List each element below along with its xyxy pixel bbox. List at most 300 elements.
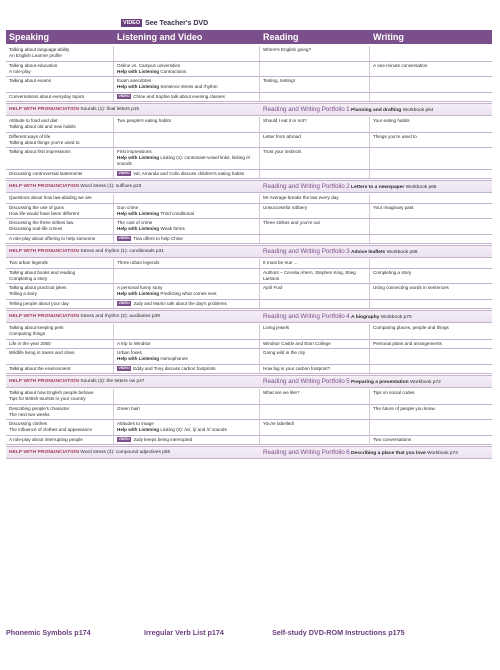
video-badge: VIDEO [123, 20, 141, 26]
cell-writing [370, 133, 492, 148]
cell-text: Describing people's character [9, 405, 70, 411]
cell-text: Personal plans and arrangements [373, 340, 442, 346]
pronunciation-portfolio-band [6, 375, 492, 388]
video-icon: VIDEO [118, 436, 130, 441]
cell-writing [370, 235, 492, 244]
workbook-page: Workbook p66 [405, 185, 437, 190]
portfolio-number: 6 [346, 449, 350, 456]
cell-text: Conversations about everyday topics [9, 93, 85, 99]
help-with-listening-line [117, 84, 256, 90]
cell-speaking [6, 219, 114, 234]
help-with-listening-label: Help with Listening [117, 210, 160, 216]
cell-text: Talking about old and new habits [9, 124, 76, 129]
cell-speaking [6, 77, 114, 92]
cell-text: Mr Average breaks the law every day [263, 195, 339, 200]
cell-listening [114, 389, 260, 404]
help-with-listening-line [117, 226, 256, 232]
cell-writing [370, 389, 492, 404]
help-with-listening-topic: Linking (1): consonant-vowel links; linking /r/ sounds [117, 155, 251, 166]
cell-speaking [6, 436, 114, 445]
footer-phonemic-symbols[interactable]: Phonemic Symbols p174 [6, 628, 91, 637]
portfolio-cell [260, 106, 492, 113]
cell-listening [114, 194, 260, 203]
cell-listening [114, 93, 260, 102]
pronunciation-cell [6, 450, 260, 455]
help-with-listening-topic: Linking (2): /w/, /j/ and /r/ sounds [159, 427, 227, 432]
table-row [6, 235, 492, 245]
help-with-listening-label: Help with Listening [117, 427, 160, 432]
cell-speaking [6, 148, 114, 169]
cell-text: Exam anecdotes [117, 78, 152, 83]
cell-text: Wildlife living in towns and cities [9, 350, 75, 355]
cell-text: Talking about exams [9, 78, 51, 83]
cell-writing [370, 219, 492, 234]
video-description: Val, Amanda and Colin discuss children's eating habits [133, 170, 245, 176]
cell-speaking [6, 269, 114, 284]
table-row [6, 194, 492, 204]
cell-reading [260, 194, 370, 203]
table-row [6, 349, 492, 365]
table-row [6, 420, 492, 436]
cell-reading [260, 349, 370, 364]
cell-writing [370, 436, 492, 445]
cell-text: It must be true ... [263, 260, 298, 265]
cell-text: Talking about things you're used to [9, 139, 80, 145]
pronunciation-portfolio-band [6, 446, 492, 459]
portfolio-cell [260, 248, 492, 255]
video-icon: VIDEO [118, 300, 130, 305]
cell-text: Your imaginary past [373, 204, 414, 210]
cell-listening [114, 46, 260, 61]
pronunciation-topic: Sounds (2): the letters ow [80, 379, 136, 384]
portfolio-label: Reading and Writing Portfolio [263, 313, 345, 320]
cell-speaking [6, 93, 114, 102]
cell-reading [260, 340, 370, 349]
table-row [6, 324, 492, 340]
portfolio-cell [260, 183, 492, 190]
pronunciation-topic: Word stress (1): suffixes [80, 184, 132, 189]
cell-text: Completing a story [373, 269, 412, 275]
cell-text: Should I eat it or not? [263, 118, 307, 123]
portfolio-title: Letters to a newspaper [351, 185, 405, 190]
help-with-listening-line [117, 427, 256, 433]
table-row [6, 259, 492, 269]
cell-writing [370, 349, 492, 364]
workbook-page: Workbook p70 [380, 315, 412, 320]
cell-speaking [6, 117, 114, 132]
video-note [121, 18, 208, 28]
column-header-bar [6, 30, 492, 44]
portfolio-number: 1 [346, 106, 350, 113]
cell-speaking [6, 420, 114, 435]
cell-text: Testing, testing! [263, 78, 295, 83]
cell-speaking [6, 259, 114, 268]
workbook-page: Workbook p72 [409, 380, 441, 385]
video-line [117, 301, 256, 307]
cell-reading [260, 259, 370, 268]
cell-text: Talking about the environment [9, 365, 71, 371]
help-with-listening-line [117, 291, 256, 297]
help-with-listening-line [117, 356, 256, 362]
cell-writing [370, 269, 492, 284]
cell-speaking [6, 204, 114, 219]
cell-text: Where's English going? [263, 47, 312, 52]
video-line [117, 171, 256, 177]
cell-writing [370, 300, 492, 309]
cell-speaking [6, 194, 114, 203]
cell-writing [370, 204, 492, 219]
pronunciation-cell [6, 184, 260, 189]
contents-table [6, 46, 492, 460]
footer-irregular-verbs[interactable]: Irregular Verb List p174 [144, 628, 224, 637]
cell-text: Three urban legends [117, 260, 160, 265]
table-row [6, 284, 492, 300]
cell-text: How life would have been different [9, 210, 80, 216]
portfolio-label: Reading and Writing Portfolio [263, 378, 345, 385]
cell-reading [260, 365, 370, 374]
cell-text: Three strikes and you're out [263, 220, 320, 225]
cell-writing [370, 148, 492, 169]
help-with-pronunciation-label: HELP WITH PRONUNCIATION [9, 249, 80, 254]
cell-reading [260, 148, 370, 169]
cell-listening [114, 365, 260, 374]
cell-text: A role-play about interrupting people [9, 436, 83, 442]
cell-text: Going wild in the city [263, 350, 306, 355]
help-with-listening-label: Help with Listening [117, 84, 160, 89]
cell-listening [114, 62, 260, 77]
video-note-text: See Teacher's DVD [145, 19, 209, 27]
table-row [6, 77, 492, 93]
cell-text: Unsuccessful robbery [263, 204, 308, 210]
cell-text: You're labelled! [263, 421, 295, 426]
cell-reading [260, 324, 370, 339]
portfolio-title: Preparing a presentation [351, 380, 409, 385]
cell-speaking [6, 300, 114, 309]
table-row [6, 219, 492, 235]
table-row [6, 405, 492, 421]
cell-listening [114, 340, 260, 349]
cell-reading [260, 170, 370, 179]
cell-writing [370, 324, 492, 339]
cell-reading [260, 300, 370, 309]
help-with-pronunciation-label: HELP WITH PRONUNCIATION [9, 450, 80, 455]
help-with-listening-label: Help with Listening [117, 155, 160, 160]
cell-reading [260, 117, 370, 132]
cell-speaking [6, 405, 114, 420]
table-row [6, 148, 492, 170]
cell-speaking [6, 324, 114, 339]
cell-text: Discussing clothes [9, 421, 48, 426]
cell-writing [370, 93, 492, 102]
cell-reading [260, 269, 370, 284]
cell-text: Discussing the three strikes law [9, 220, 74, 225]
cell-text: The future of people you know [373, 405, 435, 411]
cell-text: Talking about keeping pets [9, 325, 64, 330]
portfolio-label: Reading and Writing Portfolio [263, 183, 345, 190]
cell-text: Telling a story [9, 291, 38, 296]
cell-speaking [6, 389, 114, 404]
cell-writing [370, 420, 492, 435]
pronunciation-page: p23 [133, 184, 142, 189]
pronunciation-portfolio-band [6, 245, 492, 258]
table-row [6, 93, 492, 103]
cell-writing [370, 170, 492, 179]
cell-speaking [6, 365, 114, 374]
cell-text: Talking about language ability [9, 47, 70, 52]
help-with-listening-topic: Third conditional [159, 210, 195, 216]
help-with-listening-topic: Sentence stress and rhythm [159, 84, 218, 89]
cell-listening [114, 324, 260, 339]
cell-text: Life in the year 2050 [9, 340, 51, 346]
cell-text: Windsor Castle and Eton College [263, 340, 331, 346]
table-row [6, 436, 492, 446]
video-description: Judy keeps being interrupted [133, 436, 193, 442]
help-with-listening-topic: Weak forms [159, 226, 185, 231]
help-with-listening-topic: Homophones [159, 356, 188, 361]
cell-text: Talking about how English people behave [9, 390, 94, 395]
cell-text: What are we like? [263, 390, 300, 395]
header-writing: Writing [373, 32, 404, 42]
video-icon: VIDEO [118, 170, 130, 175]
cell-text: Letter from abroad [263, 133, 301, 139]
cell-speaking [6, 235, 114, 244]
cell-text: Online vs. Campus universities [117, 62, 181, 68]
video-line [117, 94, 256, 100]
cell-text: Talking about books and reading [9, 269, 76, 275]
cell-writing [370, 46, 492, 61]
portfolio-title: Planning and drafting [351, 108, 402, 113]
header-listening: Listening and Video [117, 32, 203, 42]
pronunciation-page: p39 [151, 314, 160, 319]
cell-listening [114, 284, 260, 299]
portfolio-number: 5 [346, 378, 350, 385]
cell-reading [260, 389, 370, 404]
help-with-listening-label: Help with Listening [117, 68, 160, 74]
cell-writing [370, 259, 492, 268]
cell-text: The influence of clothes and appearance [9, 427, 93, 432]
video-line [117, 437, 256, 443]
cell-text: The next two weeks [9, 411, 50, 417]
cell-listening [114, 219, 260, 234]
pronunciation-topic: Stress and rhythm (2): auxiliaries [80, 314, 151, 319]
cell-text: Two conversations [373, 436, 412, 442]
cell-text: Comparing things [9, 331, 46, 336]
cell-listening [114, 269, 260, 284]
cell-reading [260, 62, 370, 77]
cell-text: Tips for British tourists in your country [9, 396, 86, 401]
cell-listening [114, 420, 260, 435]
cell-reading [260, 93, 370, 102]
table-row [6, 46, 492, 62]
cell-text: Living jewels [263, 325, 290, 330]
table-row [6, 389, 492, 405]
portfolio-cell [260, 378, 492, 385]
table-row [6, 300, 492, 310]
table-row [6, 62, 492, 78]
portfolio-title: Advice leaflets [351, 250, 386, 255]
cell-text: A one-minute conversation [373, 62, 428, 68]
cell-text: April Fool [263, 285, 283, 290]
cell-text: Using connecting words in sentences [373, 285, 449, 290]
cell-listening [114, 300, 260, 309]
cell-text: Discussing real-life crimes [9, 226, 63, 231]
cell-text: Gun crime [117, 204, 139, 210]
cell-text: Telling people about your day [9, 300, 69, 306]
cell-listening [114, 436, 260, 445]
cell-text: A personal funny story [117, 285, 163, 290]
cell-speaking [6, 46, 114, 61]
table-row [6, 365, 492, 375]
cell-listening [114, 204, 260, 219]
cell-text: Green hair! [117, 405, 140, 411]
cell-writing [370, 62, 492, 77]
cell-speaking [6, 62, 114, 77]
cell-reading [260, 235, 370, 244]
cell-listening [114, 117, 260, 132]
help-with-listening-line [117, 211, 256, 217]
cell-reading [260, 219, 370, 234]
table-row [6, 170, 492, 180]
cell-listening [114, 133, 260, 148]
cell-text: Attitude to food and diet [9, 118, 58, 123]
help-with-listening-line [117, 155, 256, 167]
cell-listening [114, 170, 260, 179]
video-description: Chloe and Sophie talk about evening classes [133, 93, 225, 99]
cell-listening [114, 259, 260, 268]
table-row [6, 204, 492, 220]
cell-writing [370, 365, 492, 374]
portfolio-number: 4 [346, 313, 350, 320]
cell-text: Urban foxes [117, 350, 142, 355]
pronunciation-topic: Stress and rhythm (1): conditionals [80, 249, 155, 254]
header-speaking: Speaking [9, 32, 50, 42]
cell-text: Two people's eating habits [117, 118, 171, 123]
cell-reading [260, 204, 370, 219]
cell-speaking [6, 170, 114, 179]
help-with-listening-label: Help with Listening [117, 356, 160, 361]
cell-text: Discussing controversial statements [9, 170, 83, 176]
workbook-page: Workbook p64 [402, 108, 434, 113]
cell-text: Authors – Cecelia Ahern, Stephen King, Stieg Larsson [263, 269, 356, 281]
cell-text: Comparing places, people and things [373, 325, 449, 330]
cell-listening [114, 77, 260, 92]
video-line [117, 236, 256, 242]
help-with-pronunciation-label: HELP WITH PRONUNCIATION [9, 184, 80, 189]
cell-text: Things you're used to [373, 133, 417, 139]
footer-dvd-instructions[interactable]: Self-study DVD-ROM Instructions p175 [272, 628, 405, 637]
pronunciation-portfolio-band [6, 310, 492, 323]
table-row [6, 133, 492, 149]
portfolio-title: A biography [351, 315, 380, 320]
cell-reading [260, 436, 370, 445]
header-reading: Reading [263, 32, 299, 42]
help-with-pronunciation-label: HELP WITH PRONUNCIATION [9, 107, 80, 112]
cell-reading [260, 133, 370, 148]
cell-text: Completing a story [9, 275, 48, 281]
cell-text: Tips on social codes [373, 390, 415, 395]
portfolio-label: Reading and Writing Portfolio [263, 106, 345, 113]
cell-text: Attitudes to image [117, 421, 154, 426]
cell-text: Talking about first impressions [9, 149, 71, 154]
cell-text: A role-play about offering to help someone [9, 235, 96, 241]
table-row [6, 269, 492, 285]
cell-text: Trust your instincts [263, 149, 302, 154]
pronunciation-cell [6, 107, 260, 112]
help-with-listening-topic: Contractions [159, 68, 187, 74]
cell-text: A trip to Windsor [117, 340, 151, 346]
pronunciation-page: p15 [131, 107, 140, 112]
video-description: Tina offers to help Chloe [133, 235, 183, 241]
cell-writing [370, 194, 492, 203]
pronunciation-topic: Word stress (2): compound adjectives [80, 450, 161, 455]
cell-text: A role-play [9, 68, 31, 74]
cell-listening [114, 405, 260, 420]
help-with-pronunciation-label: HELP WITH PRONUNCIATION [9, 379, 80, 384]
pronunciation-page: p55 [162, 450, 171, 455]
cell-writing [370, 340, 492, 349]
table-row [6, 117, 492, 133]
cell-listening [114, 349, 260, 364]
pronunciation-cell [6, 314, 260, 319]
pronunciation-cell [6, 249, 260, 254]
help-with-listening-label: Help with Listening [117, 226, 160, 231]
cell-speaking [6, 284, 114, 299]
help-with-listening-topic: Predicting what comes next [159, 291, 217, 296]
portfolio-number: 2 [346, 183, 350, 190]
cell-text: The cost of crime [117, 220, 153, 225]
cell-reading [260, 405, 370, 420]
cell-speaking [6, 133, 114, 148]
cell-writing [370, 117, 492, 132]
video-description: Eddy and Tony discuss carbon footprints [133, 365, 216, 371]
cell-text: An English Learner profile [9, 53, 62, 58]
workbook-page: Workbook p68 [386, 250, 418, 255]
pronunciation-page: p47 [136, 379, 145, 384]
video-line [117, 366, 256, 372]
cell-text: Talking about practical jokes [9, 285, 67, 290]
pronunciation-cell [6, 379, 260, 384]
help-with-pronunciation-label: HELP WITH PRONUNCIATION [9, 314, 80, 319]
cell-reading [260, 77, 370, 92]
cell-speaking [6, 349, 114, 364]
video-icon: VIDEO [118, 235, 130, 240]
cell-listening [114, 235, 260, 244]
cell-text: Different ways of life [9, 133, 51, 139]
help-with-listening-line [117, 69, 256, 75]
cell-text: Discussing the use of guns [9, 204, 64, 210]
workbook-page: Workbook p74 [427, 451, 458, 456]
cell-reading [260, 420, 370, 435]
cell-reading [260, 46, 370, 61]
pronunciation-portfolio-band [6, 103, 492, 116]
cell-text: How big is your carbon footprint? [263, 365, 331, 371]
cell-listening [114, 148, 260, 169]
video-icon: VIDEO [118, 365, 130, 370]
portfolio-label: Reading and Writing Portfolio [263, 248, 345, 255]
cell-writing [370, 405, 492, 420]
portfolio-cell [260, 449, 492, 456]
portfolio-cell [260, 313, 492, 320]
portfolio-title: Describing a place that you love [351, 451, 426, 456]
pronunciation-topic: Sounds (1): final letters [80, 107, 130, 112]
help-with-listening-label: Help with Listening [117, 291, 160, 296]
footer [6, 628, 492, 637]
cell-writing [370, 284, 492, 299]
cell-text: Two urban legends [9, 260, 48, 265]
cell-text: Talking about education [9, 62, 58, 68]
portfolio-number: 3 [346, 248, 350, 255]
video-description: Judy and Martin talk about the day's problems [133, 300, 227, 306]
